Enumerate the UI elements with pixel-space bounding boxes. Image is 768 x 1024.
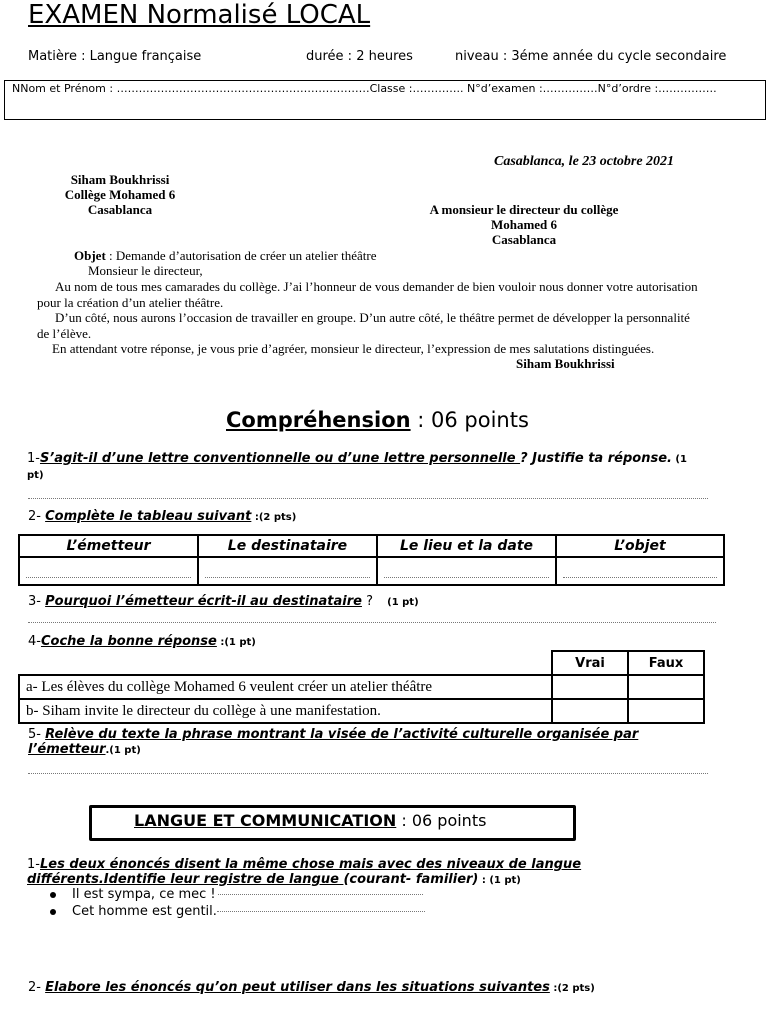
table-header: L’objet [556,535,724,557]
list-item: Cet homme est gentil. [50,903,425,920]
sender-block [60,172,180,217]
answer-line[interactable] [28,622,716,623]
table-row [19,557,724,585]
vrai-header: Vrai [552,651,628,675]
level: niveau : 3éme année du cycle secondaire [455,49,727,64]
sender-line: Collège Mohamed 6 [64,187,176,202]
place-date: Casablanca, le 23 octobre 2021 [494,154,675,169]
table-row [19,699,704,723]
recipient-line: Mohamed 6 [490,217,558,232]
bullet-icon [50,892,56,898]
answer-cell[interactable] [377,557,556,585]
sender-line: Casablanca [87,202,153,217]
exam-title: EXAMEN Normalisé LOCAL [28,0,371,30]
table-header-row [19,535,724,557]
list-item: Il est sympa, ce mec ! [50,886,425,903]
true-false-table [18,650,705,724]
statement: a- Les élèves du collège Mohamed 6 veulent créer un atelier théâtre [19,675,552,699]
table-header: Le destinataire [198,535,377,557]
langue-question-2: 2- Elabore les énoncés qu’on peut utiliser dans les situations suivantes :(2 pts) [28,980,595,995]
signature: Siham Boukhrissi [516,356,615,371]
faux-checkbox-cell[interactable] [628,675,704,699]
answer-cell[interactable] [198,557,377,585]
answer-cell[interactable] [556,557,724,585]
register-list [50,886,425,920]
identity-line: NNom et Prénom : ……………………………………………………………Classe :………….. N°d’examen :……………N°d’ordre :……………. [12,82,717,95]
vrai-checkbox-cell[interactable] [552,675,628,699]
recipient-line: Casablanca [491,232,557,247]
table-header: L’émetteur [19,535,198,557]
statement: b- Siham invite le directeur du collège à une manifestation. [19,699,552,723]
question-3: 3- Pourquoi l’émetteur écrit-il au destinataire ? (1 pt) [28,594,419,609]
letter-object: Objet : Demande d’autorisation de créer un atelier théâtre [74,248,377,263]
letter-paragraph: Au nom de tous mes camarades du collège. J’ai l’honneur de vous demander de bien vouloir nous donner votre autorisation pour la création d’un atelier théâtre. D’un côté, nous aurons l’occasion de travailler en groupe. D’un autre côté, le théâtre permet de développer la personnalité de l’élève. En attendant votre réponse, je vous prie d’agréer, monsieur le directeur, l’expression de mes salutations distinguées. [37,279,698,356]
faux-header: Faux [628,651,704,675]
table-header-row [19,651,704,675]
table-header: Le lieu et la date [377,535,556,557]
langue-question-1: 1-Les deux énoncés disent la même chose mais avec des niveaux de langue différents.Identifie leur registre de langue (courant- familier) : (1 pt) [27,857,582,887]
letter-elements-table [18,534,725,586]
answer-cell[interactable] [19,557,198,585]
langue-title-box: LANGUE ET COMMUNICATION : 06 points [89,805,576,841]
question-1: 1-S’agit-il d’une lettre conventionnelle ou d’une lettre personnelle ? Justifie ta réponse. (1 pt) [27,451,687,481]
question-5: 5- Relève du texte la phrase montrant la visée de l’activité culturelle organisée par l’émetteur.(1 pt) [28,727,639,757]
identity-box [4,80,766,120]
question-2: 2- Complète le tableau suivant :(2 pts) [28,509,297,524]
faux-checkbox-cell[interactable] [628,699,704,723]
vrai-checkbox-cell[interactable] [552,699,628,723]
recipient-block [424,202,624,247]
bullet-icon [50,909,56,915]
subject: Matière : Langue française [28,49,202,64]
letter-salutation: Monsieur le directeur, [88,263,203,278]
comprehension-title: Compréhension : 06 points [226,408,529,432]
table-row [19,675,704,699]
answer-line[interactable] [28,773,708,774]
duration: durée : 2 heures [306,49,413,64]
recipient-line: A monsieur le directeur du collège [429,202,619,217]
answer-line[interactable] [28,498,708,499]
sender-line: Siham Boukhrissi [70,172,170,187]
question-4: 4-Coche la bonne réponse :(1 pt) [28,634,256,649]
